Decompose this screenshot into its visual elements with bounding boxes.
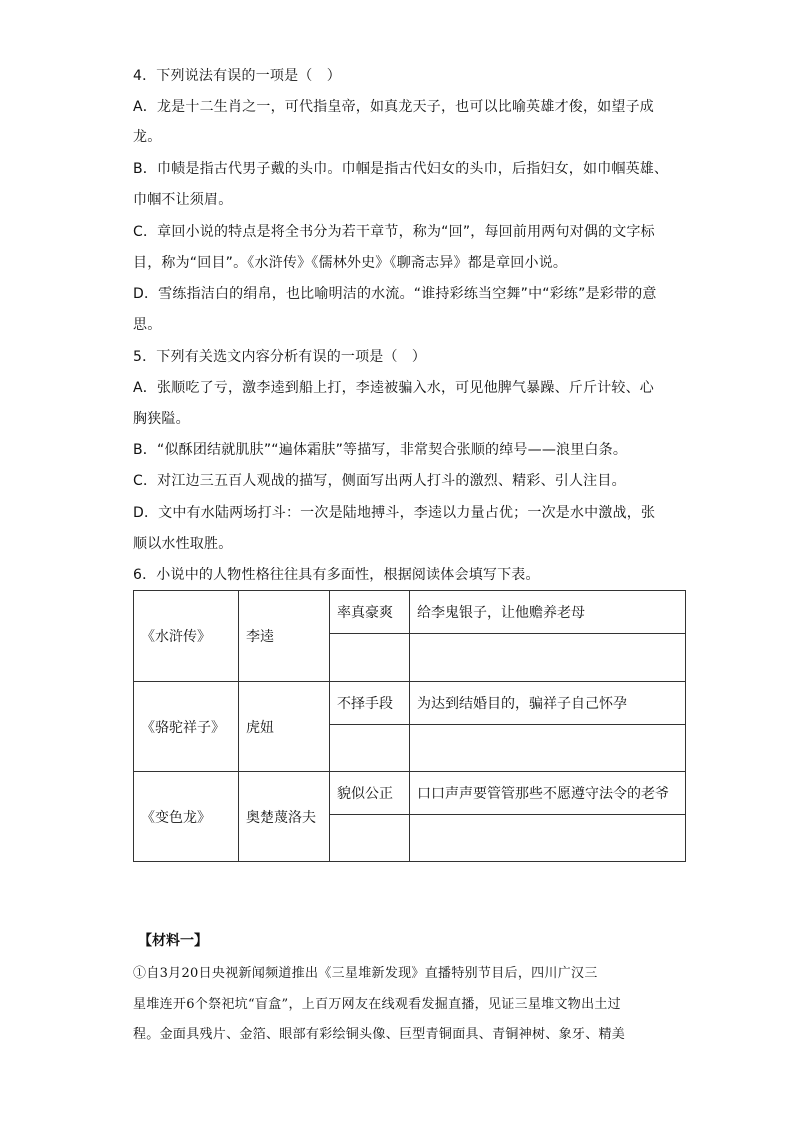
material-heading: 【材料一】	[138, 933, 208, 949]
q5-option-c: C．对江边三五百人观战的描写，侧面写出两人打斗的激烈、精彩、引人注目。	[133, 473, 626, 489]
q6-stem: 6．小说中的人物性格往往具有多面性，根据阅读体会填写下表。	[133, 567, 540, 583]
trait-cell: 貌似公正	[330, 772, 410, 815]
material-paragraph-line: 星堆连开6个祭祀坑“盲盒”，上百万网友在线观看发掘直播，见证三星堆文物出土过	[133, 997, 621, 1012]
q4-option-b-cont: 巾帼不让须眉。	[133, 192, 233, 208]
book-title-cell: 《水浒传》	[134, 591, 239, 682]
q5-option-d-cont: 顺以水性取胜。	[133, 536, 233, 552]
trait-blank-cell[interactable]	[330, 725, 410, 772]
example-blank-cell[interactable]	[410, 634, 686, 682]
q4-option-d-cont: 思。	[133, 317, 162, 333]
character-name-cell: 李逵	[239, 591, 330, 682]
example-blank-cell[interactable]	[410, 815, 686, 862]
q4-stem: 4．下列说法有误的一项是（ ）	[133, 68, 341, 84]
trait-cell: 率真豪爽	[330, 591, 410, 634]
q5-stem: 5．下列有关选文内容分析有误的一项是（ ）	[133, 349, 427, 365]
q5-option-a-cont: 胸狭隘。	[133, 411, 190, 427]
q4-option-d: D．雪练指洁白的绢帛，也比喻明洁的水流。“谁持彩练当空舞”中“彩练”是彩带的意	[133, 286, 657, 302]
example-cell: 为达到结婚目的，骗祥子自己怀孕	[410, 682, 686, 725]
q5-option-a: A．张顺吃了亏，激李逵到船上打，李逵被骗入水，可见他脾气暴躁、斤斤计较、心	[133, 380, 654, 396]
example-blank-cell[interactable]	[410, 725, 686, 772]
character-trait-table	[133, 590, 686, 862]
trait-cell: 不择手段	[330, 682, 410, 725]
trait-blank-cell[interactable]	[330, 634, 410, 682]
q4-option-a: A．龙是十二生肖之一，可代指皇帝，如真龙天子，也可以比喻英雄才俊，如望子成	[133, 99, 654, 115]
q4-option-b: B．巾帻是指古代男子戴的头巾。巾帼是指古代妇女的头巾，后指妇女，如巾帼英雄、	[133, 161, 669, 177]
table-row	[134, 682, 686, 725]
q5-option-b: B．“似酥团结就肌肤”“遍体霜肤”等描写，非常契合张顺的绰号——浪里白条。	[133, 442, 628, 458]
material-paragraph-line: 程。金面具残片、金箔、眼部有彩绘铜头像、巨型青铜面具、青铜神树、象牙、精美	[133, 1027, 626, 1042]
material-paragraph-line: ①自3月20日央视新闻频道推出《三星堆新发现》直播特别节目后，四川广汉三	[133, 966, 598, 981]
example-cell: 给李鬼银子，让他赡养老母	[410, 591, 686, 634]
table-row	[134, 772, 686, 815]
q4-option-c-cont: 目，称为“回目”。《水浒传》《儒林外史》《聊斋志异》都是章回小说。	[133, 255, 568, 271]
example-cell: 口口声声要管管那些不愿遵守法令的老爷	[410, 772, 686, 815]
character-name-cell: 虎妞	[239, 682, 330, 772]
trait-blank-cell[interactable]	[330, 815, 410, 862]
q4-option-a-cont: 龙。	[133, 129, 162, 145]
q5-option-d: D．文中有水陆两场打斗：一次是陆地搏斗，李逵以力量占优；一次是水中激战，张	[133, 505, 656, 521]
book-title-cell: 《变色龙》	[134, 772, 239, 862]
table-row	[134, 591, 686, 634]
book-title-cell: 《骆驼祥子》	[134, 682, 239, 772]
character-name-cell: 奥楚蔑洛夫	[239, 772, 330, 862]
q4-option-c: C．章回小说的特点是将全书分为若干章节，称为“回”，每回前用两句对偶的文字标	[133, 224, 655, 240]
